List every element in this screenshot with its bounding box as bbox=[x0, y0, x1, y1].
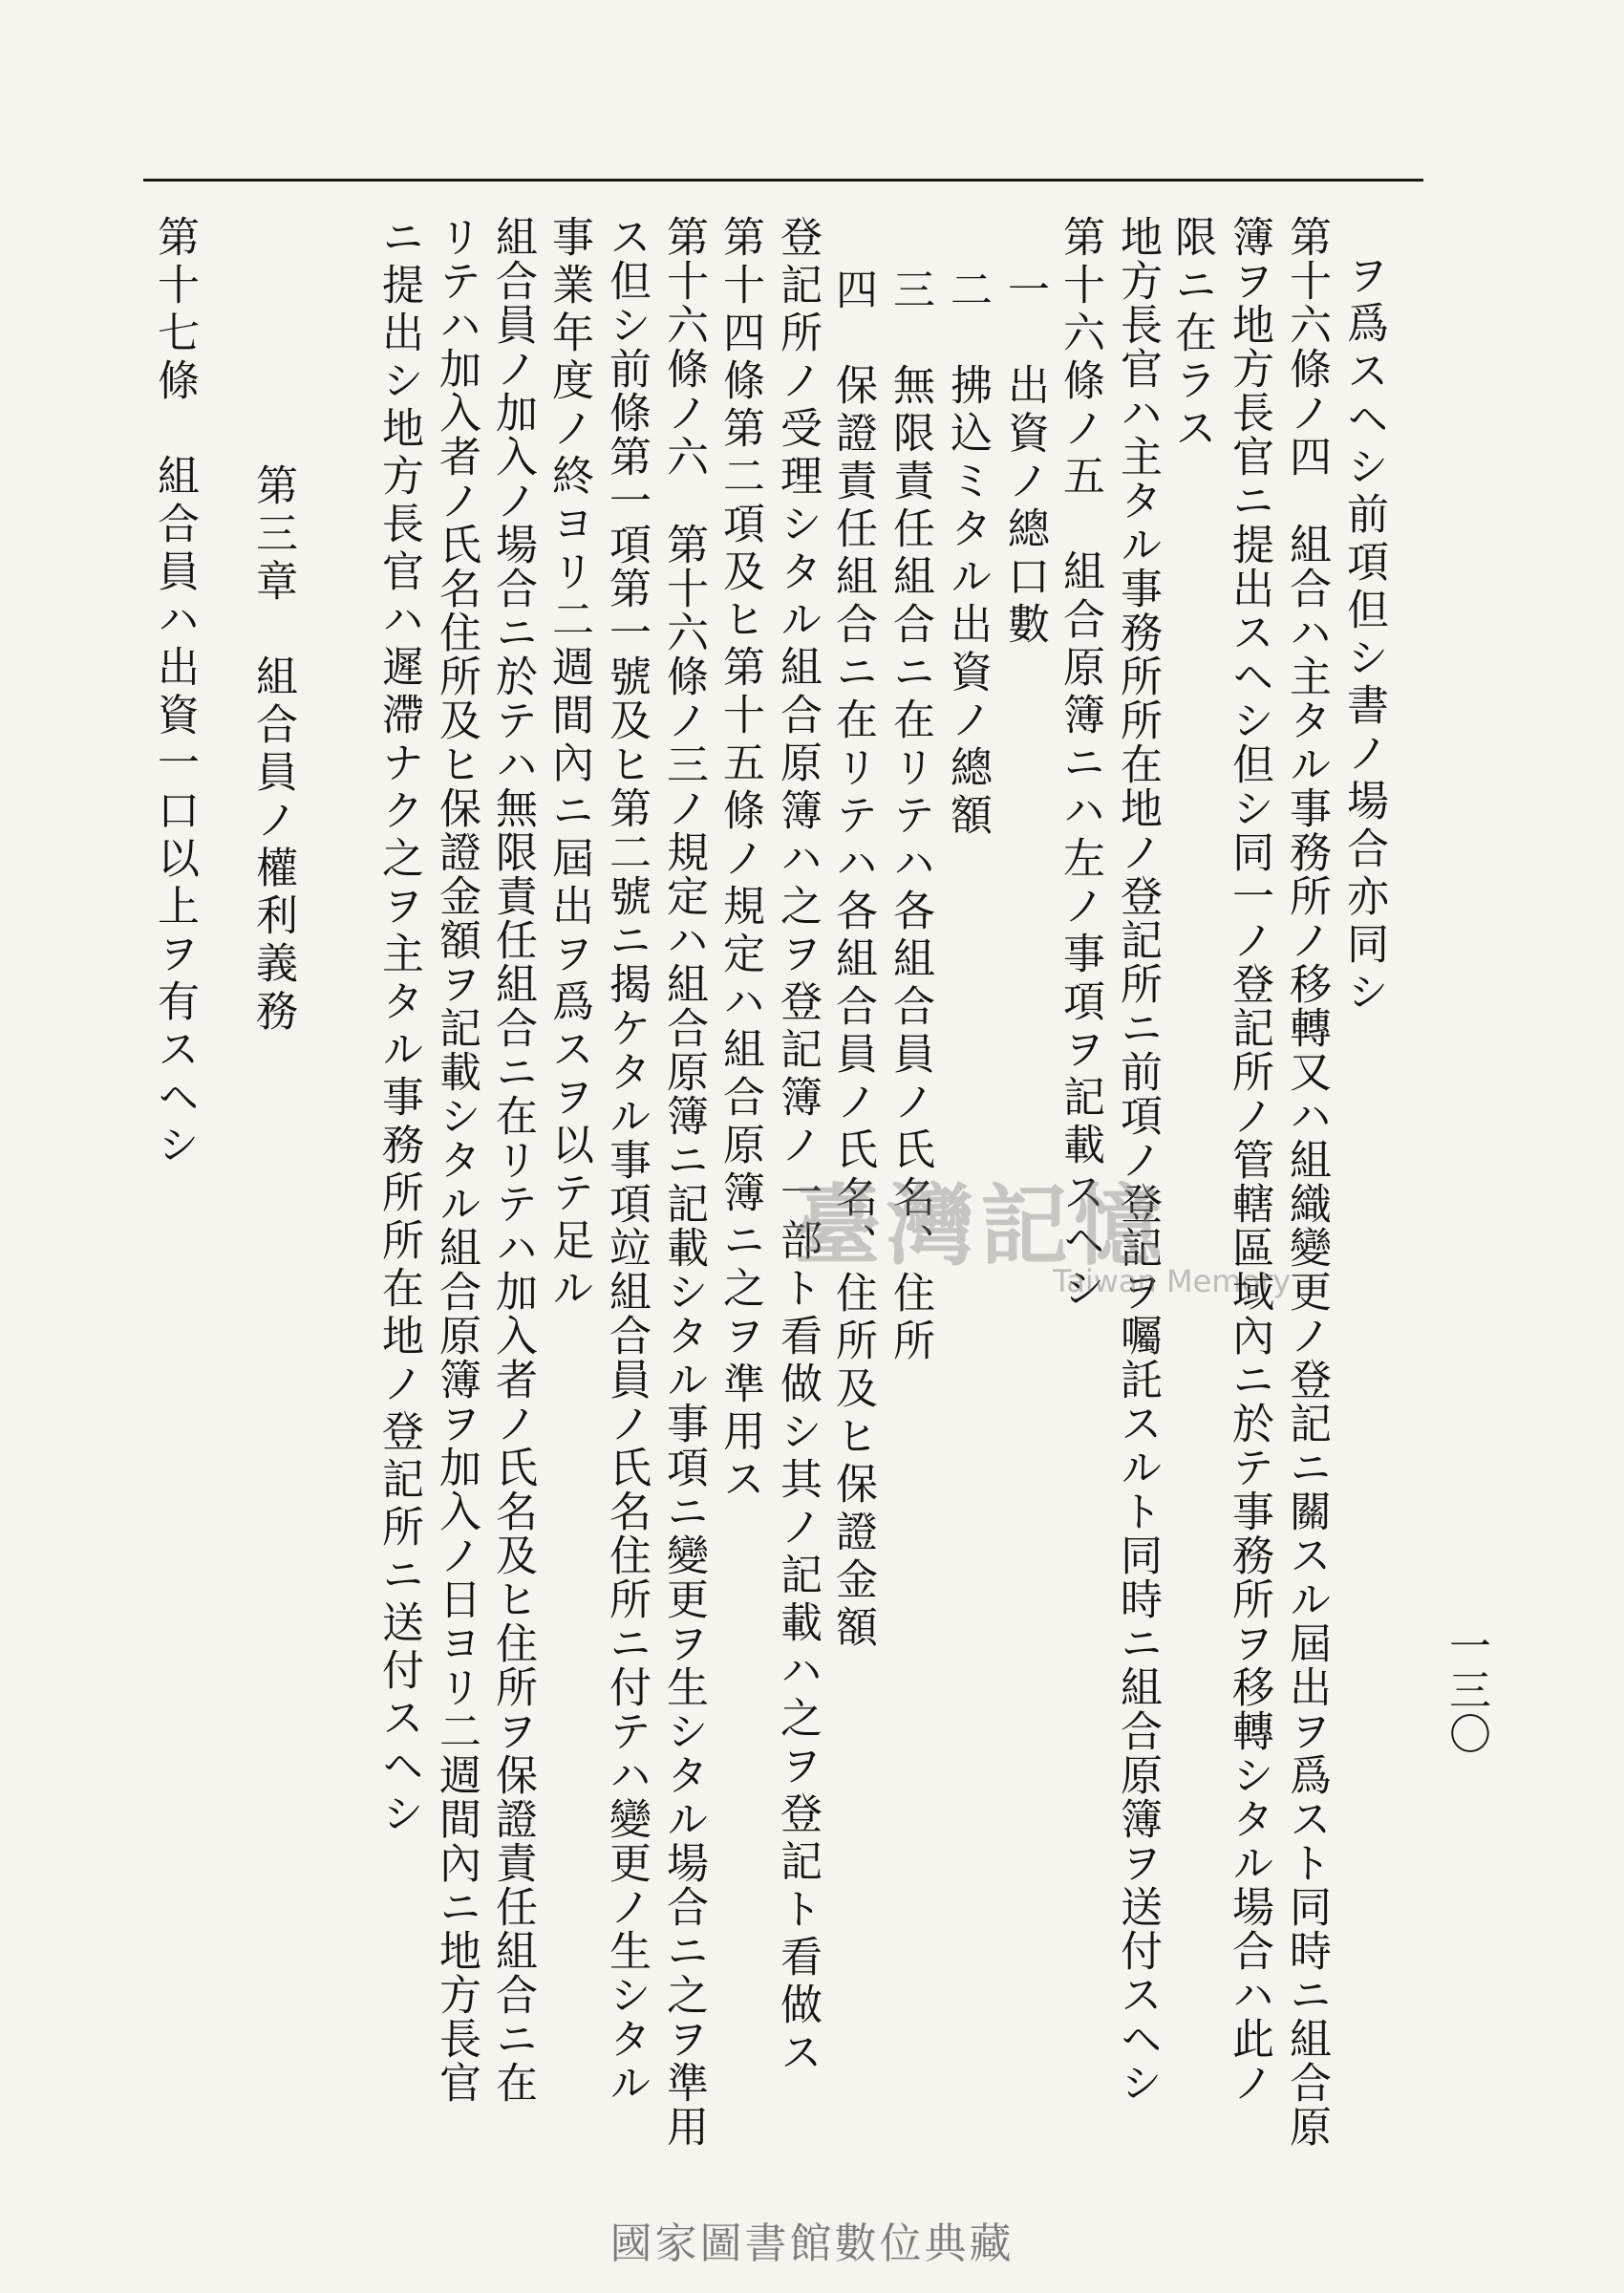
text-column: 第十六條ノ四 組合ハ主タル事務所ノ移轉又ハ組織變更ノ登記ニ關スル屆出ヲ爲スト同時ニ組合原 bbox=[1282, 215, 1331, 2149]
text-column: 組合員ノ加入ノ場合ニ於テハ無限責任組合ニ在リテハ加入者ノ氏名及ヒ住所ヲ保證責任組合ニ在 bbox=[488, 215, 537, 2105]
chapter-heading: 第三章 組合員ノ權利義務 bbox=[248, 463, 297, 1037]
text-column: 地方長官ハ主タル事務所所在地ノ登記所ニ前項ノ登記ヲ囑託スルト同時ニ組合原簿ヲ送付スヘシ bbox=[1113, 215, 1162, 2105]
footer-caption: 國家圖書館數位典藏 bbox=[609, 2219, 1015, 2268]
text-column: 二 拂込ミタル出資ノ總額 bbox=[943, 268, 992, 841]
watermark-logo: 臺灣記憶 bbox=[793, 1174, 1168, 1277]
text-column: 一 出資ノ總口數 bbox=[1000, 268, 1049, 650]
text-column: 四 保證責任組合ニ在リテハ各組合員ノ氏名、住所及ヒ保證金額 bbox=[828, 268, 877, 1653]
text-column: 第十六條ノ五 組合原簿ニハ左ノ事項ヲ記載スヘシ bbox=[1056, 215, 1104, 1314]
text-column: 限ニ在ラス bbox=[1167, 215, 1216, 454]
text-column: 登記所ノ受理シタル組合原簿ハ之ヲ登記簿ノ一部ト看做シ其ノ記載ハ之ヲ登記ト看做ス bbox=[773, 215, 822, 2078]
text-column: 第十四條第二項及ヒ第十五條ノ規定ハ組合原簿ニ之ヲ準用ス bbox=[716, 215, 764, 1505]
header-rule bbox=[143, 179, 1423, 182]
text-column: ニ提出シ地方長官ハ遲滯ナク之ヲ主タル事務所所在地ノ登記所ニ送付スヘシ bbox=[374, 215, 423, 1839]
text-column: 簿ヲ地方長官ニ提出スヘシ但シ同一ノ登記所ノ管轄區域內ニ於テ事務所ヲ移轉シタル場合ハ此ノ bbox=[1225, 215, 1273, 2105]
text-column: 事業年度ノ終ヨリ二週間內ニ屆出ヲ爲スヲ以テ足ル bbox=[545, 215, 593, 1314]
text-column: リテハ加入者ノ氏名住所及ヒ保證金額ヲ記載シタル組合原簿ヲ加入ノ日ヨリ二週間內ニ地方長官 bbox=[432, 215, 481, 2105]
text-column: 第十七條 組合員ハ出資一口以上ヲ有スヘシ bbox=[150, 215, 199, 1170]
text-column: ヲ爲スヘシ前項但シ書ノ場合亦同シ bbox=[1339, 253, 1388, 1018]
page-number: 一三〇 bbox=[1442, 1624, 1490, 1756]
text-column: 三 無限責任組合ニ在リテハ各組合員ノ氏名、住所 bbox=[886, 268, 934, 1366]
watermark-subtitle: Taiwan Memory bbox=[1053, 1263, 1292, 1299]
text-column: 第十六條ノ六 第十六條ノ三ノ規定ハ組合原簿ニ記載シタル事項ニ變更ヲ生シタル場合ニ之ヲ準用 bbox=[659, 215, 708, 2149]
text-column: ス但シ前條第一項第一號及ヒ第二號ニ揭ケタル事項竝組合員ノ氏名住所ニ付テハ變更ノ生シタル bbox=[602, 215, 651, 2105]
